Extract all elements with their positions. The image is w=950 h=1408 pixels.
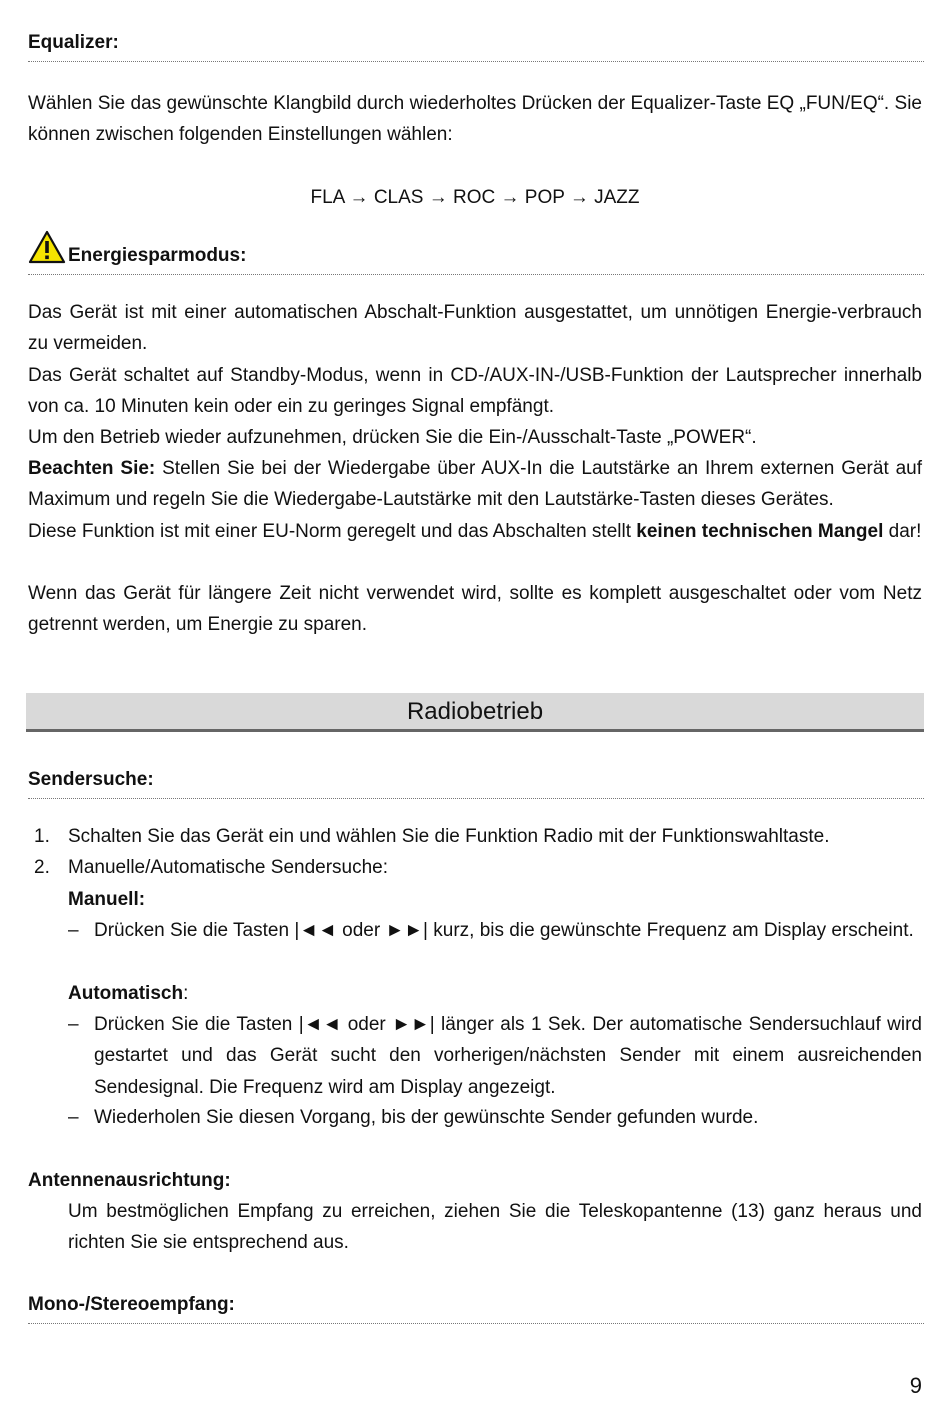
energy-paragraph-5 [28, 516, 922, 547]
manual-label: Manuell: [68, 889, 146, 910]
energy-p5-bold: keinen technischen Mangel [636, 521, 884, 542]
list-number-2: 2. [34, 857, 50, 878]
antenna-heading: Antennenausrichtung: [28, 1170, 231, 1191]
auto-label-line [68, 978, 188, 1009]
energy-note-label: Beachten Sie: [28, 458, 156, 479]
manual-dash: – [68, 920, 79, 941]
energy-note [28, 453, 922, 516]
energy-p5-start: Diese Funktion ist mit einer EU-Norm geregelt und das Abschalten stellt [28, 521, 637, 542]
auto-text-2: Wiederholen Sie diesen Vorgang, bis der gewünschte Sender gefunden wurde. [94, 1107, 759, 1128]
list-item-1: Schalten Sie das Gerät ein und wählen Sie die Funktion Radio mit der Funktionswahltaste. [68, 826, 830, 847]
energy-heading: Energiesparmodus: [28, 244, 924, 275]
auto-label: Automatisch [68, 983, 184, 1004]
antenna-text: Um bestmöglichen Empfang zu erreichen, ziehen Sie die Teleskopantenne (13) ganz heraus und richten Sie sie entsprechend aus. [68, 1201, 922, 1254]
equalizer-text: Wählen Sie das gewünschte Klangbild durch wiederholtes Drücken der Equalizer-Taste EQ „FUN/EQ“. Sie können zwischen folgenden Einstellungen wählen: [28, 93, 922, 146]
energy-p5-end: dar! [883, 521, 922, 542]
manual-text: Drücken Sie die Tasten |◄◄ oder ►►| kurz, bis die gewünschte Frequenz am Display erscheint. [94, 920, 914, 941]
energy-paragraph-3: Um den Betrieb wieder aufzunehmen, drücken Sie die Ein-/Ausschalt-Taste „POWER“. [28, 427, 757, 448]
list-number-1: 1. [34, 826, 50, 847]
energy-note-text: Stellen Sie bei der Wiedergabe über AUX-In die Lautstärke an Ihrem externen Gerät auf Maximum und regeln Sie die Wiedergabe-Lautstärke mit den Lautstärke-Tasten dieses Gerätes. [28, 458, 923, 511]
list-item-2: Manuelle/Automatische Sendersuche: [68, 857, 389, 878]
energy-paragraph-6: Wenn das Gerät für längere Zeit nicht verwendet wird, sollte es komplett ausgeschaltet oder vom Netz getrennt werden, um Energie zu sparen. [28, 583, 922, 636]
mono-heading: Mono-/Stereoempfang: [28, 1293, 924, 1324]
section-title: Radiobetrieb [406, 698, 544, 725]
sendersuche-heading: Sendersuche: [28, 768, 924, 799]
energy-paragraph-2: Das Gerät schaltet auf Standby-Modus, wenn in CD-/AUX-IN-/USB-Funktion der Lautsprecher innerhalb von ca. 10 Minuten kein oder ein zu geringes Signal empfängt. [28, 365, 922, 418]
energy-paragraph-1: Das Gerät ist mit einer automatischen Abschalt-Funktion ausgestattet, um unnötigen Energie-verbrauch zu vermeiden. [28, 302, 922, 355]
auto-text-1: Drücken Sie die Tasten |◄◄ oder ►►| länger als 1 Sek. Der automatische Sendersuchlauf wird gestartet und das Gerät sucht den vorherigen/nächsten Sender mit einem ausreichenden Sendesignal. Die Frequenz wird am Display angezeigt. [94, 1014, 922, 1098]
equalizer-sequence: FLA → CLAS → ROC → POP → JAZZ [310, 187, 640, 208]
equalizer-heading: Equalizer: [28, 31, 924, 62]
auto-label-colon: : [183, 983, 189, 1004]
auto-dash-2: – [68, 1107, 79, 1128]
section-bar [26, 693, 924, 732]
page-number: 9 [909, 1373, 922, 1398]
auto-dash-1: – [68, 1014, 79, 1035]
